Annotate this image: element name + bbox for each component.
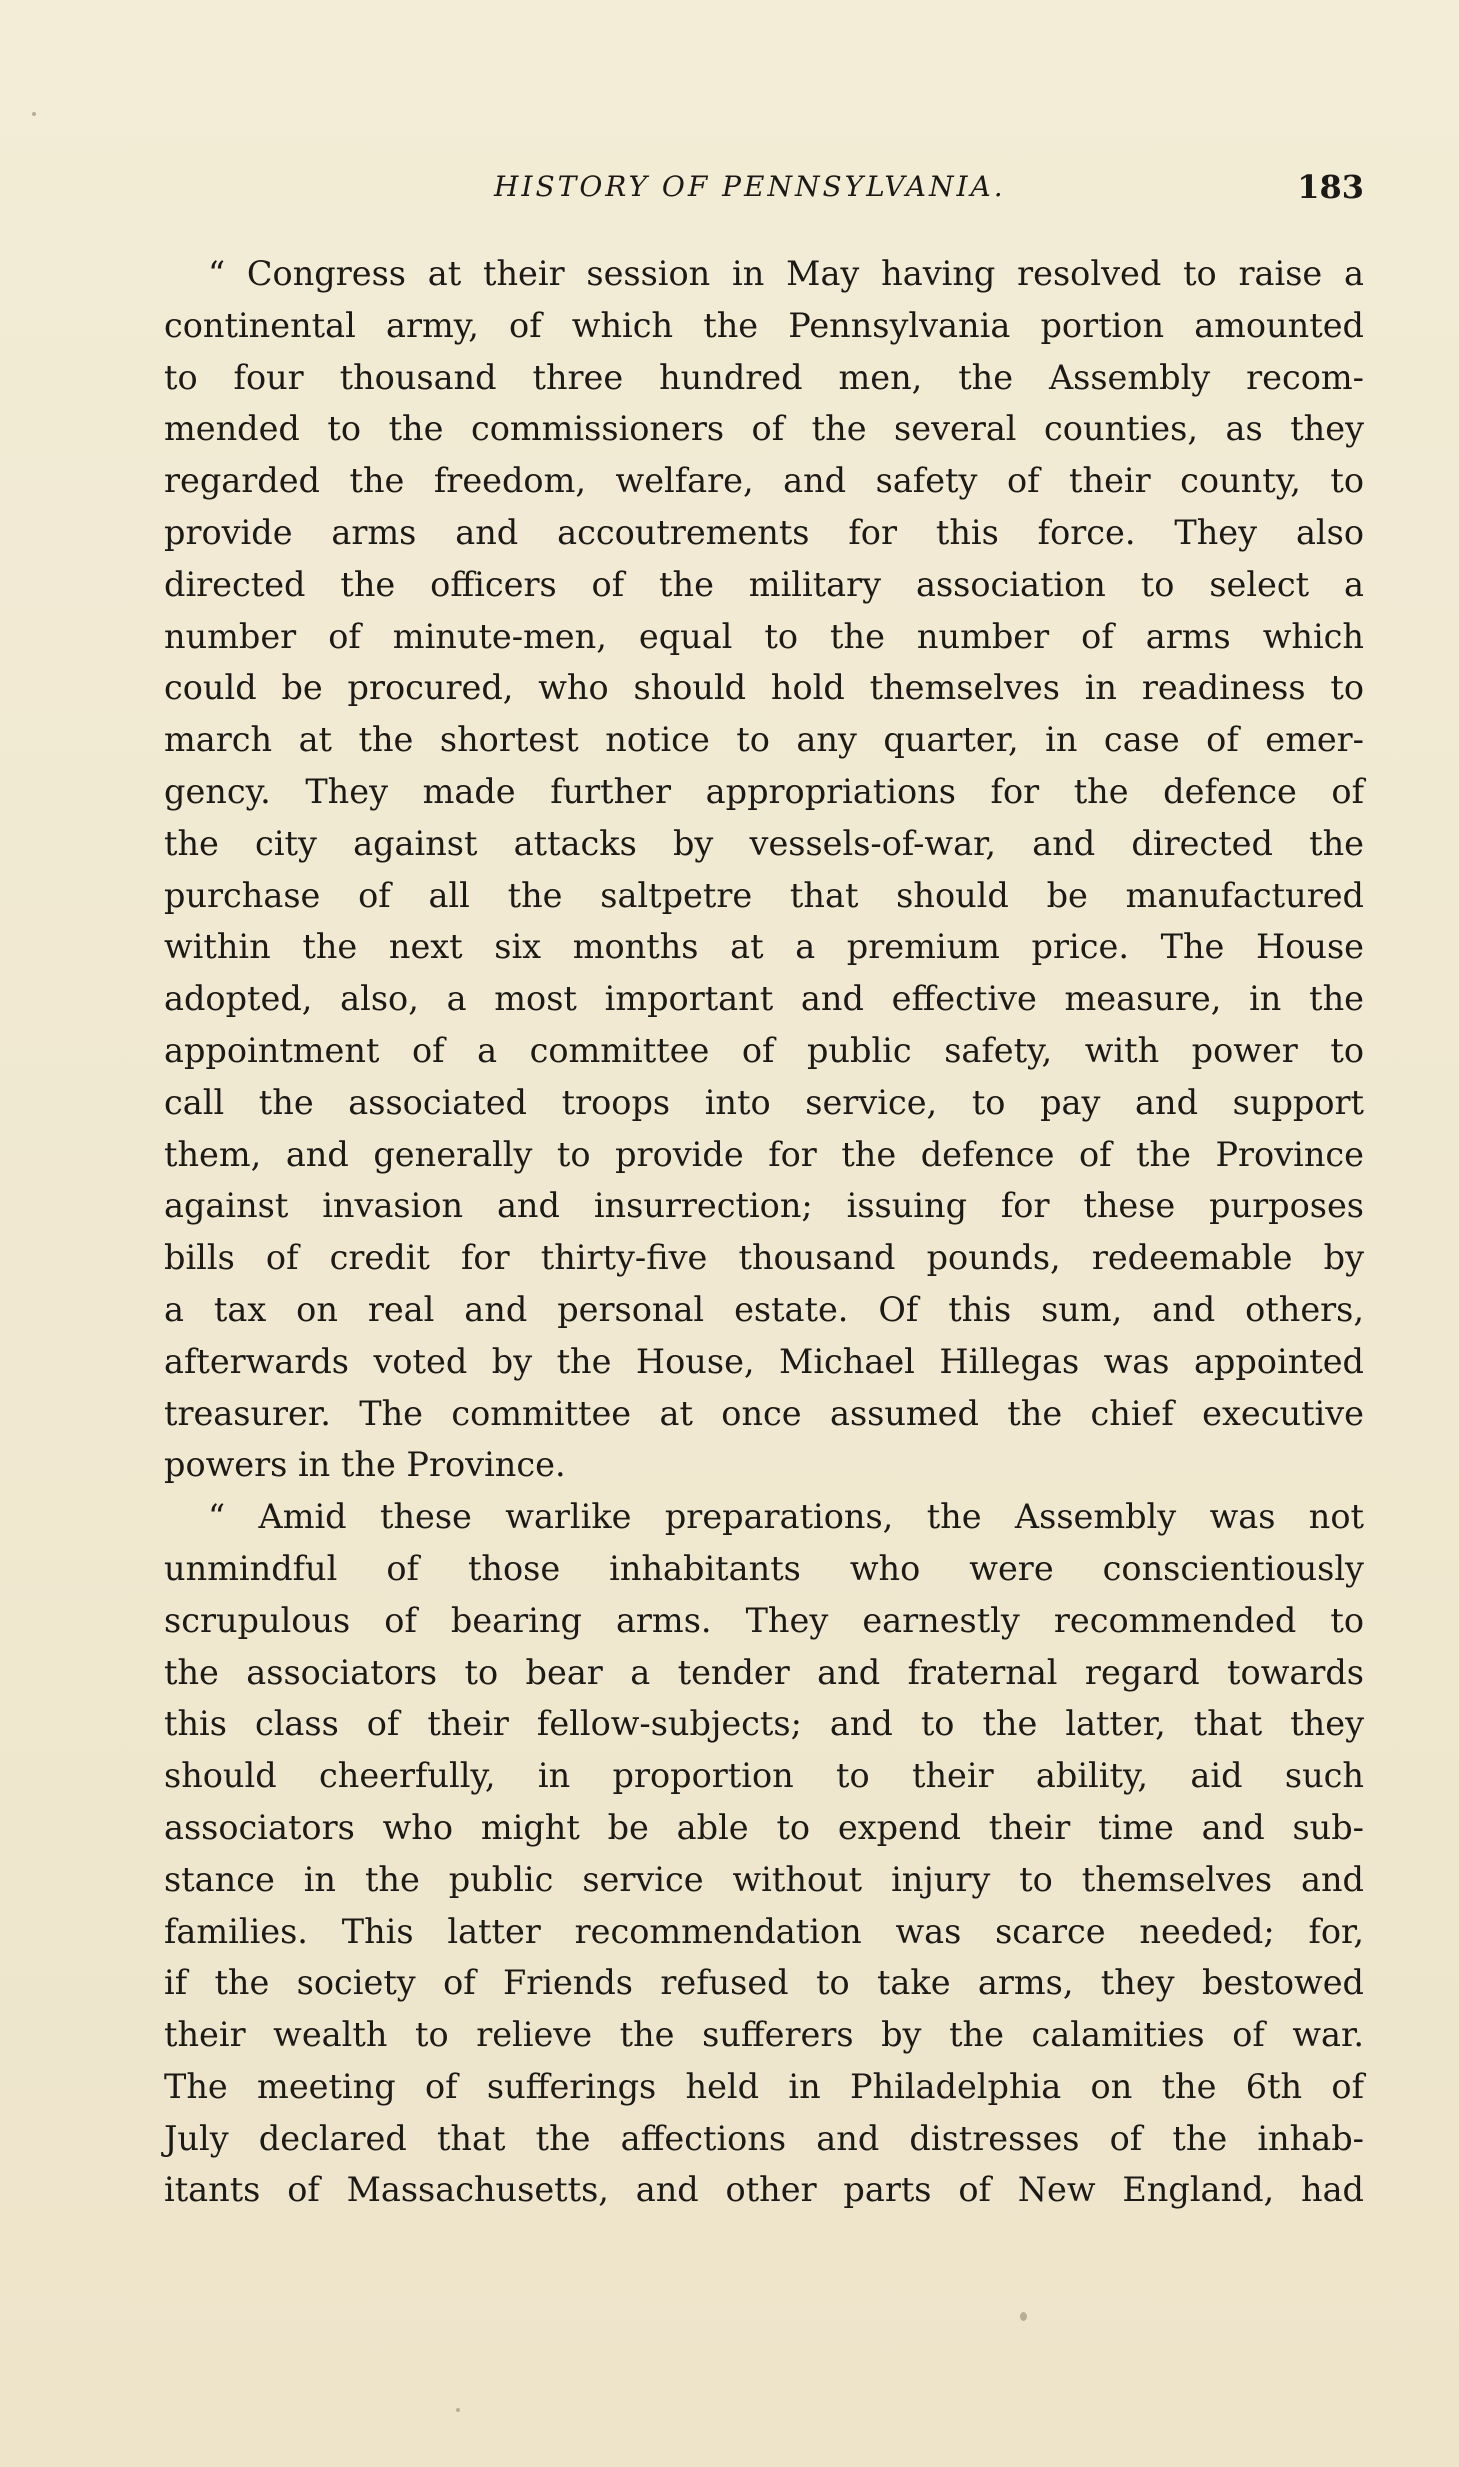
text-line: this class of their fellow-subjects; and to the latter, that they xyxy=(164,1704,1364,1744)
text-line: stance in the public service without injury to themselves and xyxy=(164,1859,1364,1899)
text-line: against invasion and insurrection; issuing for these purposes xyxy=(164,1186,1364,1226)
text-line: to four thousand three hundred men, the Assembly recom- xyxy=(164,357,1364,397)
text-line: families. This latter recommendation was scarce needed; for, xyxy=(164,1911,1364,1951)
text-line: provide arms and accoutrements for this force. They also xyxy=(164,512,1364,552)
text-line: July declared that the affections and distresses of the inhab- xyxy=(164,2118,1364,2158)
text-line: directed the officers of the military association to select a xyxy=(164,564,1364,604)
paper-speck xyxy=(32,112,36,116)
text-line: The meeting of sufferings held in Philadelphia on the 6th of xyxy=(164,2066,1364,2106)
text-line: itants of Massachusetts, and other parts of New England, had xyxy=(164,2170,1364,2210)
text-line: the city against attacks by vessels-of-war, and directed the xyxy=(164,823,1364,863)
text-line: treasurer. The committee at once assumed the chief executive xyxy=(164,1393,1364,1433)
text-line: a tax on real and personal estate. Of this sum, and others, xyxy=(164,1289,1364,1329)
text-line: could be procured, who should hold themselves in readiness to xyxy=(164,668,1364,708)
text-line: regarded the freedom, welfare, and safety of their county, to xyxy=(164,461,1364,501)
text-line: bills of credit for thirty-five thousand pounds, redeemable by xyxy=(164,1238,1364,1278)
text-line: “ Amid these warlike preparations, the Assembly was not xyxy=(208,1497,1364,1537)
text-line: should cheerfully, in proportion to their ability, aid such xyxy=(164,1756,1364,1796)
text-line: number of minute-men, equal to the number of arms which xyxy=(164,616,1364,656)
text-line: within the next six months at a premium price. The House xyxy=(164,927,1364,967)
text-line: the associators to bear a tender and fraternal regard towards xyxy=(164,1652,1364,1692)
text-line: associators who might be able to expend their time and sub- xyxy=(164,1807,1364,1847)
text-line: purchase of all the saltpetre that should be manufactured xyxy=(164,875,1364,915)
text-line: scrupulous of bearing arms. They earnestly recommended to xyxy=(164,1600,1364,1640)
page-number: 183 xyxy=(1297,168,1364,206)
text-line: “ Congress at their session in May having resolved to raise a xyxy=(208,254,1364,293)
paragraph-amid xyxy=(164,1491,1364,2216)
text-line: unmindful of those inhabitants who were conscientiously xyxy=(164,1548,1364,1588)
text-line: their wealth to relieve the sufferers by the calamities of war. xyxy=(164,2015,1364,2055)
text-line: mended to the commissioners of the several counties, as they xyxy=(164,409,1364,449)
paper-speck xyxy=(1020,2312,1027,2321)
text-line: continental army, of which the Pennsylvania portion amounted xyxy=(164,305,1364,345)
body-text xyxy=(164,248,1364,2216)
running-title: HISTORY OF PENNSYLVANIA. xyxy=(494,170,1006,203)
text-line: march at the shortest notice to any quarter, in case of emer- xyxy=(164,720,1364,760)
paper-speck xyxy=(456,2408,460,2412)
text-line: appointment of a committee of public safety, with power to xyxy=(164,1030,1364,1070)
page-header xyxy=(164,168,1364,228)
text-line: them, and generally to provide for the defence of the Province xyxy=(164,1134,1364,1174)
text-line: if the society of Friends refused to take arms, they bestowed xyxy=(164,1963,1364,2003)
paragraph-congress xyxy=(164,248,1364,1491)
text-line: call the associated troops into service, to pay and support xyxy=(164,1082,1364,1122)
text-line: afterwards voted by the House, Michael Hillegas was appointed xyxy=(164,1341,1364,1381)
text-line: powers in the Province. xyxy=(164,1445,566,1485)
text-line: adopted, also, a most important and effective measure, in the xyxy=(164,979,1364,1019)
text-line: gency. They made further appropriations for the defence of xyxy=(164,771,1364,811)
